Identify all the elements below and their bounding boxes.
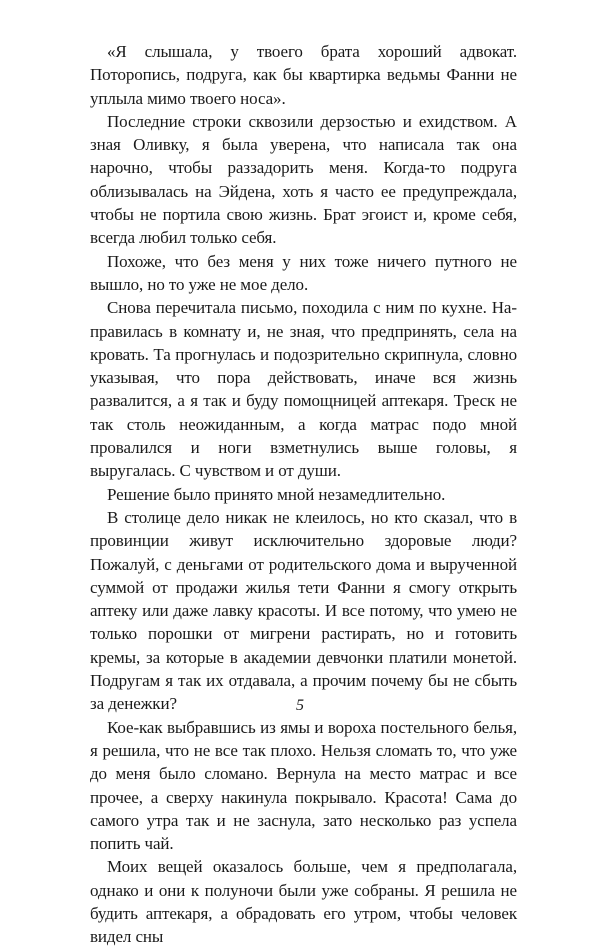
paragraph: Последние строки сквозили дерзостью и ехидством. А зная Оливку, я была уверена, что написала так она нарочно, чтобы раззадорить меня. Когда-то подруга облизывалась на Эйдена, хоть я часто ее предупреждала, чтобы не портила свою жизнь. Брат эгоист и, кроме себя, всегда любил только себя. xyxy=(90,111,517,248)
paragraph: Решение было принято мной незамедлительно. xyxy=(107,484,446,504)
paragraph: «Я слышала, у твоего брата хороший адвокат. Поторопись, подруга, как бы квартирка ведьмы Фанни не уплыла мимо твоего носа». xyxy=(90,42,517,108)
paragraph: В столице дело никак не клеилось, но кто сказал, что в провинции живут исключительно здоровые люди? Пожалуй, с деньгами от родительского дома и вырученной суммой от продажи жилья тети Фанни я смогу открыть аптеку или даже лавку красоты. И все потому, что умею не только порошки от мигрени растирать, но и готовить кремы, за которые в академии девчонки платили монетой. Подругам я так их отдавала, а прочим почему бы не сбыть за денежки? xyxy=(90,507,517,714)
paragraph: Кое-как выбравшись из ямы и вороха постельного белья, я решила, что не все так плохо. Нельзя сломать то, что уже до меня было сломано. Вернула на место матрас и все прочее, а сверху накинула покрывало. Красота! Сама до самого утра так и не заснула, зато несколько раз успела попить чай. xyxy=(90,717,517,854)
paragraph: Моих вещей оказалось больше, чем я предполагала, однако и они к полуночи были уже собраны. Я решила не будить аптекаря, а обрадовать его утром, чтобы человек видел сны xyxy=(90,857,517,947)
page-text xyxy=(90,40,517,949)
paragraph: Похоже, что без меня у них тоже ничего путного не вышло, но то уже не мое дело. xyxy=(90,251,517,294)
paragraph: Снова перечитала письмо, походила с ним по кухне. Направилась в комнату и, не зная, что предпринять, села на кровать. Та прогнулась и подозрительно скрипнула, словно указывая, что пора действовать, иначе вся жизнь развалится, а я так и буду помощницей аптекаря. Треск не так столь неожиданным, а когда матрас подо мной провалился и ноги взметнулись выше головы, я выругалась. С чувством и от души. xyxy=(90,298,517,481)
page-number: 5 xyxy=(296,697,304,714)
